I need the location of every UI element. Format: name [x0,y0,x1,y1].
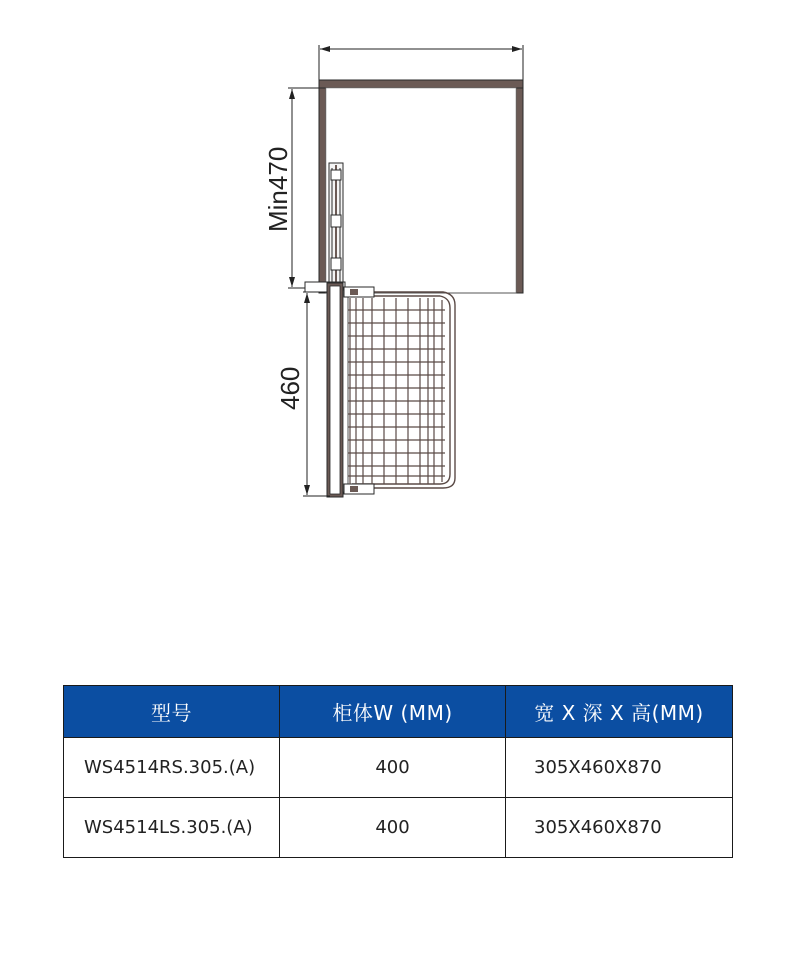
header-model: 型号 [64,686,280,738]
dimension-label-460: 460 [275,366,305,410]
cabinet-outline [319,80,523,293]
door-panel [305,282,348,497]
wire-basket [344,287,455,494]
cell-width: 400 [280,738,506,798]
dimension-vertical-lower [303,292,330,496]
table-row [64,738,733,798]
cell-width: 400 [280,798,506,858]
header-cabinet-width: 柜体W (MM) [280,686,506,738]
cell-dimensions: 305X460X870 [506,798,733,858]
spec-table [63,685,733,858]
basket-vertical-wires [350,298,442,484]
cell-dimensions: 305X460X870 [506,738,733,798]
hinge-mechanism [329,163,343,291]
cell-model: WS4514RS.305.(A) [64,738,280,798]
dimension-top-width [319,45,523,80]
table-header-row [64,686,733,738]
dimension-label-min470: Min470 [263,146,293,232]
cell-model: WS4514LS.305.(A) [64,798,280,858]
table-row [64,798,733,858]
header-dimensions: 宽 X 深 X 高(MM) [506,686,733,738]
